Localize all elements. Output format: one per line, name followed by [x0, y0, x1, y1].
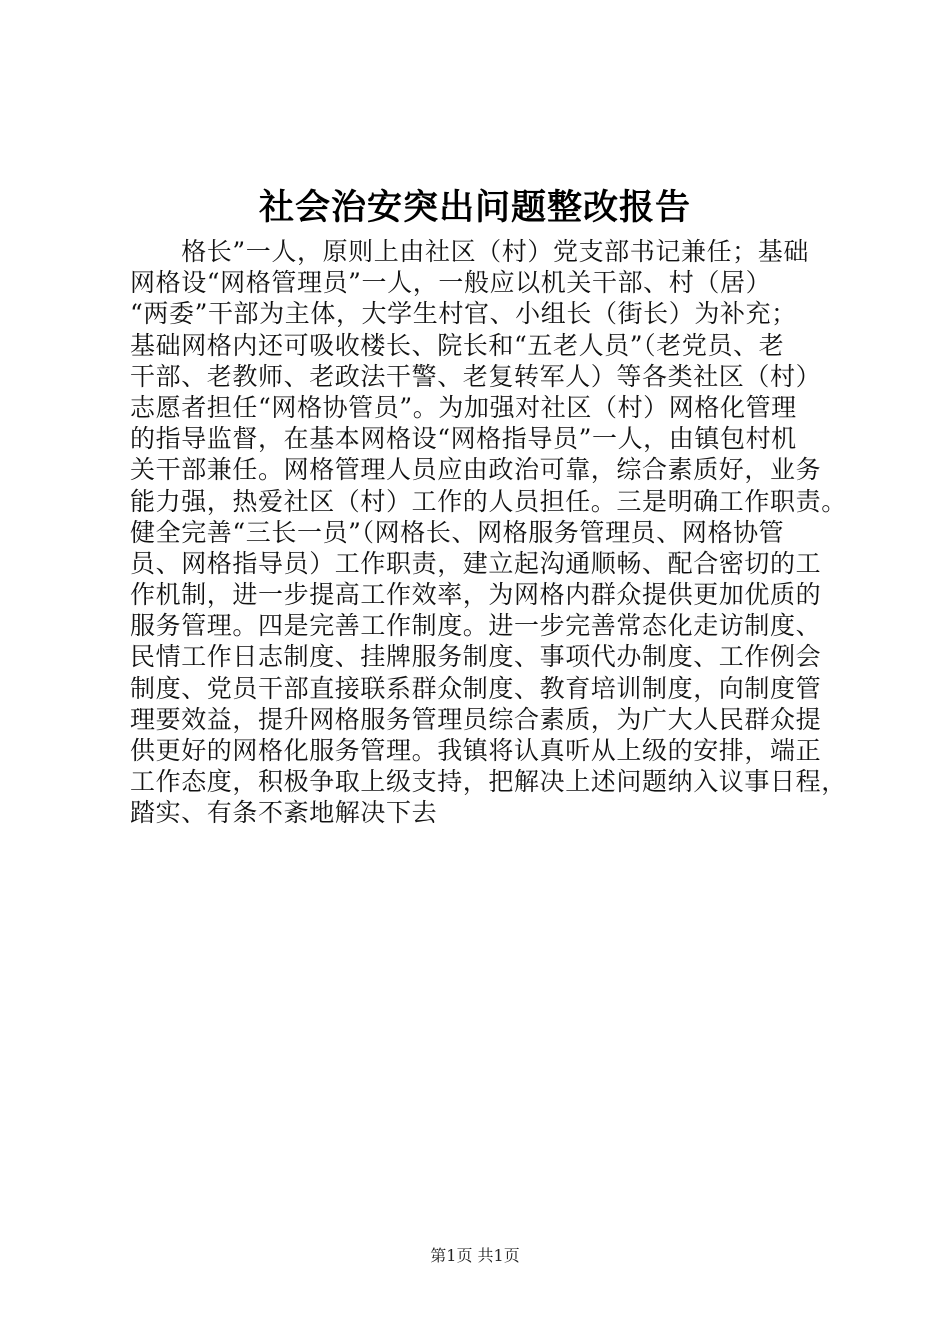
body-line: “两委”干部为主体，大学生村官、小组长（街长）为补充；	[130, 299, 797, 329]
document-body	[130, 236, 847, 829]
body-line: 的指导监督，在基本网格设“网格指导员”一人，由镇包村机	[130, 424, 797, 454]
page-number-footer: 第1页 共1页	[430, 1246, 520, 1265]
body-line: 能力强，热爱社区（村）工作的人员担任。三是明确工作职责。	[130, 486, 847, 516]
body-line: 服务管理。四是完善工作制度。进一步完善常态化走访制度、	[130, 611, 822, 641]
body-line: 志愿者担任“网格协管员”。为加强对社区（村）网格化管理	[130, 392, 797, 422]
body-line: 工作态度，积极争取上级支持，把解决上述问题纳入议事日程，	[130, 767, 847, 797]
body-line: 供更好的网格化服务管理。我镇将认真听从上级的安排，端正	[130, 736, 822, 765]
body-line: 健全完善“三长一员”（网格长、网格服务管理员、网格协管	[130, 517, 785, 547]
document-title: 社会治安突出问题整改报告	[258, 187, 691, 228]
body-line: 干部、老教师、老政法干警、老复转军人）等各类社区（村）	[130, 361, 822, 391]
body-line: 踏实、有条不紊地解决下去	[130, 798, 438, 828]
body-line: 制度、党员干部直接联系群众制度、教育培训制度，向制度管	[130, 673, 822, 703]
body-line: 网格设“网格管理员”一人，一般应以机关干部、村（居）	[130, 268, 772, 298]
body-line: 关干部兼任。网格管理人员应由政治可靠，综合素质好，业务	[130, 455, 822, 485]
body-line: 民情工作日志制度、挂牌服务制度、事项代办制度、工作例会	[130, 642, 822, 672]
body-line: 格长”一人，原则上由社区（村）党支部书记兼任；基础	[130, 237, 809, 266]
body-line: 基础网格内还可吸收楼长、院长和“五老人员”（老党员、老	[130, 330, 785, 360]
body-line: 作机制，进一步提高工作效率，为网格内群众提供更加优质的	[130, 580, 822, 610]
body-line: 员、网格指导员）工作职责，建立起沟通顺畅、配合密切的工	[130, 548, 822, 578]
body-line: 理要效益，提升网格服务管理员综合素质，为广大人民群众提	[130, 704, 822, 734]
